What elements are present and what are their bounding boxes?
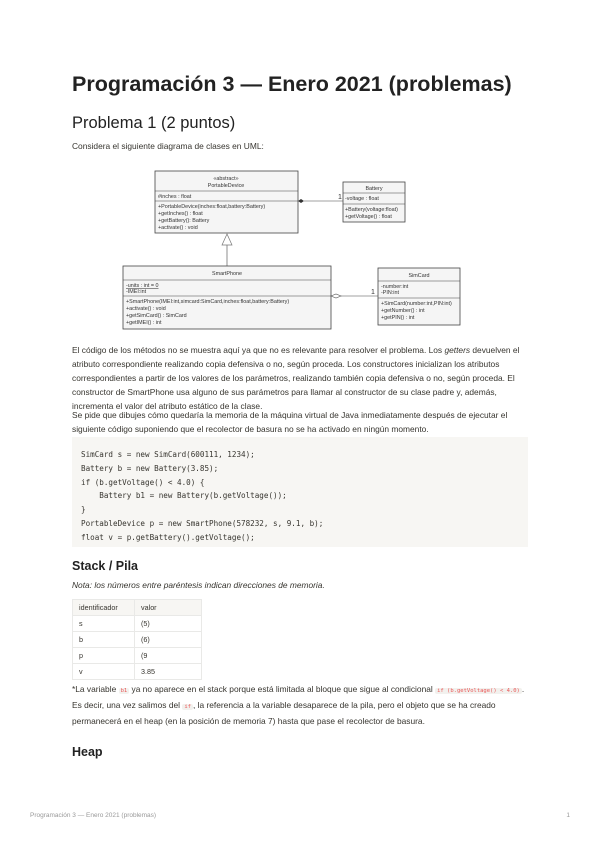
task-paragraph: Se pide que dibujes cómo quedaría la memoria de la máquina virtual de Java inmediatamente después de ejecutar el siguiente código suponiendo que el recolector de basura no se ha activado en ningún momento. [72, 410, 508, 434]
svg-text:+activate() : void: +activate() : void [158, 225, 198, 231]
svg-text:+getNumber() : int: +getNumber() : int [381, 308, 425, 314]
heap-heading: Heap [72, 745, 103, 759]
svg-text:PortableDevice: PortableDevice [207, 183, 245, 189]
table-row: p (9 [73, 648, 202, 664]
svg-text:+getPIN() : int: +getPIN() : int [381, 315, 415, 321]
generalization-arrow-icon [222, 234, 232, 245]
uml-class-diagram [0, 0, 600, 340]
table-row: v 3.85 [73, 664, 202, 680]
svg-text:+SmartPhone(IMEI:int,simcard:S: +SmartPhone(IMEI:int,simcard:SimCard,inches:float,battery:Battery) [126, 299, 290, 305]
intro-text: Considera el siguiente diagrama de clases en UML: [72, 141, 264, 151]
svg-text:1: 1 [371, 289, 375, 296]
svg-text:#inches : float: #inches : float [158, 194, 192, 200]
stack-note: Nota: los números entre paréntesis indican direcciones de memoria. [72, 580, 325, 590]
svg-text:-IMEI:int: -IMEI:int [126, 289, 147, 295]
svg-text:+getBattery(): Battery: +getBattery(): Battery [158, 218, 210, 224]
svg-text:SimCard: SimCard [408, 273, 430, 279]
problem-heading: Problema 1 (2 puntos) [72, 114, 236, 132]
table-row: s (5) [73, 616, 202, 632]
svg-text:+getInches() : float: +getInches() : float [158, 211, 203, 217]
aggregation-diamond-icon [331, 294, 341, 298]
svg-text:-PIN:int: -PIN:int [381, 290, 399, 296]
svg-text:-units : int = 0: -units : int = 0 [126, 283, 159, 289]
svg-text:+getSimCard() : SimCard: +getSimCard() : SimCard [126, 313, 187, 319]
svg-text:-number:int: -number:int [381, 284, 409, 290]
svg-text:+Battery(voltage:float): +Battery(voltage:float) [345, 207, 398, 213]
svg-text:+activate() : void: +activate() : void [126, 306, 166, 312]
svg-text:+getVoltage() : float: +getVoltage() : float [345, 214, 392, 220]
composition-diamond-icon [298, 199, 304, 203]
svg-text:+PortableDevice(inches:float,b: +PortableDevice(inches:float,battery:Battery) [158, 204, 266, 210]
svg-text:Battery: Battery [365, 186, 383, 192]
code-block: SimCard s = new SimCard(600111, 1234); Battery b = new Battery(3.85); if (b.getVoltage() < 4.0) { Battery b1 = new Battery(b.getVoltage()); } PortableDevice p = new SmartPhone(578232, s, 9.1, b); float v = p.getBattery().getVoltage(); [72, 437, 528, 547]
stack-heading: Stack / Pila [72, 559, 139, 573]
stack-table: identificador valor s (5) b (6) p (9 v 3.85 [72, 599, 202, 680]
svg-text:-voltage : float: -voltage : float [345, 196, 379, 202]
svg-text:SmartPhone: SmartPhone [212, 271, 242, 277]
svg-text:1: 1 [338, 194, 342, 201]
footer-title: Programación 3 — Enero 2021 (problemas) [30, 812, 157, 819]
svg-text:+getIMEI() : int: +getIMEI() : int [126, 320, 162, 326]
table-row: b (6) [73, 632, 202, 648]
page-number: 1 [566, 812, 570, 819]
svg-text:+SimCard(number:int,PIN:int): +SimCard(number:int,PIN:int) [381, 301, 452, 307]
svg-text:«abstract»: «abstract» [213, 176, 239, 182]
explanation-paragraph: El código de los métodos no se muestra aquí ya que no es relevante para resolver el problema. Los getters devuelven el atributo correspondiente realizando copia defensiva o no, según proceda. Los constructores inicializan los atributos correspondientes a partir de los valores de los parámetros, realizando también copia defensiva o no, según proceda. El constructor de SmartPhone usa alguno de sus parámetros para llamar al constructor de su clase padre y, además, incrementa el valor del atributo estático de la clase. [72, 345, 520, 411]
page-title: Programación 3 — Enero 2021 (problemas) [72, 72, 512, 96]
footnote: *La variable b1 ya no aparece en el stack porque está limitada al bloque que sigue al condicional if (b.getVoltage() < 4.0) . Es decir, una vez salimos del if , la referencia a la variable desaparece de la pila, pero el objeto que se ha creado permanecerá en el heap (en la posición de memoria 7) hasta que pase el recolector de basura. [72, 684, 525, 726]
